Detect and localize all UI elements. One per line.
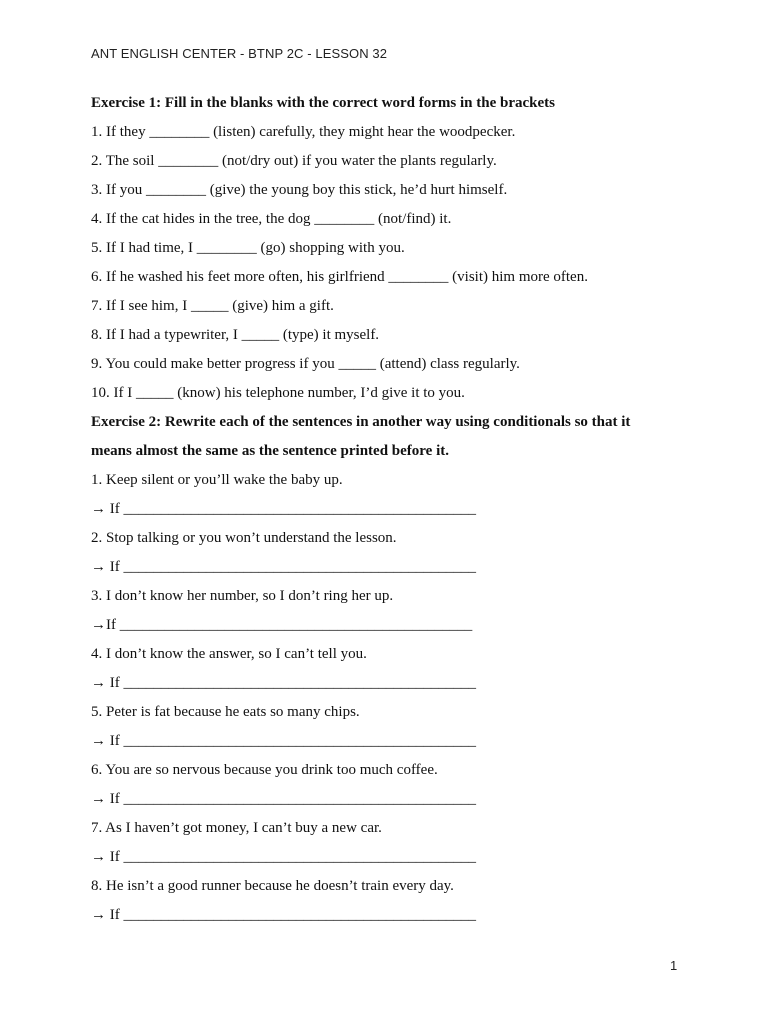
- exercise2-answer-line-5: → If _______________________________________________: [91, 733, 476, 749]
- exercise1-item-5: 5. If I had time, I ________ (go) shopping with you.: [91, 240, 405, 256]
- exercise2-sentence-8: 8. He isn’t a good runner because he doesn’t train every day.: [91, 878, 454, 894]
- exercise2-sentence-6: 6. You are so nervous because you drink too much coffee.: [91, 762, 438, 778]
- exercise1-item-10: 10. If I _____ (know) his telephone number, I’d give it to you.: [91, 385, 465, 401]
- exercise2-sentence-4: 4. I don’t know the answer, so I can’t tell you.: [91, 646, 367, 662]
- exercise1-item-7: 7. If I see him, I _____ (give) him a gift.: [91, 298, 334, 314]
- exercise1-item-6: 6. If he washed his feet more often, his girlfriend ________ (visit) him more often.: [91, 269, 588, 285]
- exercise1-item-1: 1. If they ________ (listen) carefully, they might hear the woodpecker.: [91, 124, 516, 140]
- exercise2-answer-line-1: → If _______________________________________________: [91, 501, 476, 517]
- exercise1-item-2: 2. The soil ________ (not/dry out) if you water the plants regularly.: [91, 153, 497, 169]
- exercise2-answer-line-3: →If _______________________________________________: [91, 617, 473, 633]
- exercise1-item-4: 4. If the cat hides in the tree, the dog ________ (not/find) it.: [91, 211, 452, 227]
- document-header: ANT ENGLISH CENTER - BTNP 2C - LESSON 32: [91, 46, 388, 61]
- exercise2-heading-line2: means almost the same as the sentence printed before it.: [91, 443, 450, 459]
- page-number: 1: [670, 958, 678, 973]
- worksheet-body: [91, 92, 691, 933]
- exercise2-answer-line-7: → If _______________________________________________: [91, 849, 476, 865]
- exercise1-heading: Exercise 1: Fill in the blanks with the correct word forms in the brackets: [91, 95, 555, 111]
- exercise2-sentence-3: 3. I don’t know her number, so I don’t ring her up.: [91, 588, 394, 604]
- exercise2-answer-line-2: → If _______________________________________________: [91, 559, 476, 575]
- exercise2-sentence-5: 5. Peter is fat because he eats so many chips.: [91, 704, 360, 720]
- exercise1-item-9: 9. You could make better progress if you _____ (attend) class regularly.: [91, 356, 520, 372]
- exercise2-sentence-7: 7. As I haven’t got money, I can’t buy a new car.: [91, 820, 382, 836]
- exercise2-heading-line1: Exercise 2: Rewrite each of the sentences in another way using conditionals so that it: [91, 414, 631, 430]
- exercise2-answer-line-6: → If _______________________________________________: [91, 791, 476, 807]
- exercise1-item-8: 8. If I had a typewriter, I _____ (type) it myself.: [91, 327, 380, 343]
- exercise1-item-3: 3. If you ________ (give) the young boy this stick, he’d hurt himself.: [91, 182, 508, 198]
- exercise2-sentence-1: 1. Keep silent or you’ll wake the baby up.: [91, 472, 343, 488]
- exercise2-sentence-2: 2. Stop talking or you won’t understand the lesson.: [91, 530, 397, 546]
- exercise2-answer-line-8: → If _______________________________________________: [91, 907, 476, 923]
- exercise2-answer-line-4: → If _______________________________________________: [91, 675, 476, 691]
